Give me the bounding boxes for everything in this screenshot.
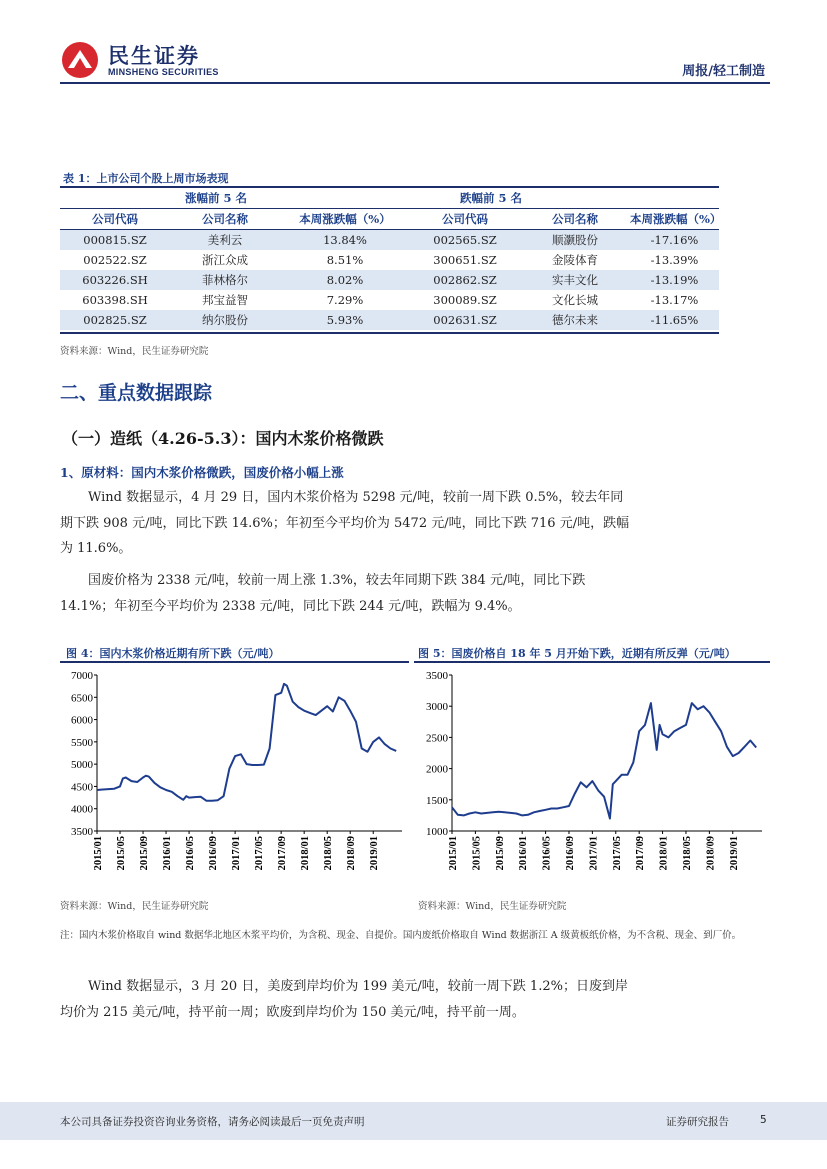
x-tick-label: 2018/05 (681, 836, 693, 871)
cell: 13.84% (280, 230, 410, 251)
cell: 纳尔股份 (170, 310, 280, 330)
cell: 002825.SZ (60, 310, 170, 330)
logo-english: MINSHENG SECURITIES (108, 67, 219, 77)
x-tick-label: 2016/09 (564, 836, 576, 871)
y-tick-label: 1000 (426, 826, 448, 838)
table-title: 表 1：上市公司个股上周市场表现 (63, 172, 229, 185)
x-tick-label: 2015/01 (448, 836, 459, 871)
x-tick-label: 2018/01 (300, 836, 312, 871)
cell: 顺灏股份 (520, 230, 630, 251)
cell: 5.93% (280, 310, 410, 330)
cell: 实丰文化 (520, 270, 630, 290)
x-tick-label: 2015/09 (139, 836, 151, 871)
footer-report-label: 证券研究报告 (666, 1116, 729, 1128)
cell: 002631.SZ (410, 310, 520, 330)
page-number: 5 (760, 1114, 767, 1126)
cell: 浙江众成 (202, 253, 248, 267)
group-losers: 跌幅前 5 名 (410, 188, 719, 209)
fig5-source: 资料来源：Wind，民生证券研究院 (418, 901, 567, 912)
y-tick-label: 3500 (71, 826, 93, 838)
x-tick-label: 2018/05 (323, 836, 335, 871)
table-row (60, 250, 719, 270)
col-header: 本周涨跌幅（%） (280, 209, 410, 230)
y-tick-label: 6000 (71, 714, 93, 727)
y-tick-label: 2500 (426, 732, 448, 745)
x-tick-label: 2017/01 (588, 836, 600, 871)
cell: -13.19% (630, 270, 719, 290)
table-source: 资料来源：Wind，民生证券研究院 (60, 346, 209, 357)
cell: 002522.SZ (83, 253, 147, 267)
cell: 300651.SZ (433, 253, 497, 267)
fig4-source: 资料来源：Wind，民生证券研究院 (60, 901, 209, 912)
x-tick-label: 2015/05 (116, 836, 128, 871)
x-tick-label: 2018/09 (705, 836, 717, 871)
data-note: 注：国内木浆价格取自 wind 数据华北地区木浆平均价，为含税、现金、自提价。国内废纸价格取自 Wind 数据浙江 A 级黄板纸价格，为不含税、现金、到厂价。 (60, 930, 742, 941)
cell: 邦宝益智 (202, 293, 248, 307)
x-tick-label: 2016/09 (208, 836, 220, 871)
col-header: 公司代码 (60, 209, 170, 230)
col-header: 公司名称 (520, 209, 630, 230)
cell: 002862.SZ (410, 270, 520, 290)
cell: 002565.SZ (410, 230, 520, 251)
x-tick-label: 2018/09 (346, 836, 358, 871)
x-tick-label: 2017/09 (277, 836, 289, 871)
table-row (60, 270, 719, 290)
fig5-title: 图 5：国废价格自 18 年 5 月开始下跌，近期有所反弹（元/吨） (418, 647, 736, 660)
cell: 德尔未来 (520, 310, 630, 330)
series-line (97, 684, 396, 801)
y-tick-label: 3000 (426, 701, 448, 714)
col-header: 本周涨跌幅（%） (630, 209, 719, 230)
table-row (60, 290, 719, 310)
report-type: 周报/轻工制造 (682, 64, 765, 79)
logo-chinese: 民生证券 (108, 44, 200, 68)
x-tick-label: 2016/05 (541, 836, 553, 871)
table-group-row (60, 188, 719, 209)
x-tick-label: 2016/01 (162, 836, 174, 871)
table-header-row (60, 209, 719, 230)
y-tick-label: 5500 (71, 736, 93, 749)
x-tick-label: 2016/05 (185, 836, 197, 871)
table-row (60, 310, 719, 330)
paragraph-imported-waste: Wind 数据显示，3 月 20 日，美废到岸均价为 199 美元/吨，较前一周下跌 1.2%；日废到岸均价为 215 美元/吨，持平前一周；欧废到岸均价为 150 美元/吨，持平前一周。 (60, 979, 628, 1020)
table-bottom-rule (60, 332, 719, 334)
cell: 美利云 (170, 230, 280, 251)
x-tick-label: 2018/01 (658, 836, 670, 871)
x-tick-label: 2017/05 (611, 836, 623, 871)
cell: 603226.SH (60, 270, 170, 290)
y-tick-label: 4000 (71, 803, 93, 816)
section-heading: 二、重点数据跟踪 (60, 382, 213, 404)
fig5-rule (414, 661, 770, 663)
cell: -13.17% (650, 293, 699, 307)
cell: 金陵体育 (552, 253, 598, 267)
fig4-rule (60, 661, 409, 663)
x-tick-label: 2019/01 (369, 836, 381, 871)
fig4-title: 图 4：国内木浆价格近期有所下跌（元/吨） (66, 647, 280, 660)
cell: 300089.SZ (433, 293, 497, 307)
x-tick-label: 2016/01 (518, 836, 530, 871)
y-tick-label: 1500 (426, 794, 448, 807)
subsection-heading: （一）造纸（4.26-5.3）：国内木浆价格微跌 (62, 429, 384, 448)
x-tick-label: 2015/01 (93, 836, 104, 871)
paragraph-pulp: Wind 数据显示，4 月 29 日，国内木浆价格为 5298 元/吨，较前一周下跌 0.5%，较去年同期下跌 908 元/吨，同比下跌 14.6%；年初至今平均价为 5472 元/吨，同比下跌 716 元/吨，跌幅为 11.6%。 (60, 490, 630, 556)
stock-performance-table (60, 188, 722, 330)
footer-disclaimer: 本公司具备证券投资咨询业务资格，请务必阅读最后一页免责声明 (60, 1116, 365, 1128)
cell: -11.65% (630, 310, 719, 330)
y-tick-label: 4500 (71, 781, 93, 794)
x-tick-label: 2015/09 (494, 836, 506, 871)
cell: 603398.SH (82, 293, 148, 307)
series-line (452, 703, 756, 818)
waste-paper-price-chart (414, 665, 770, 890)
table-row (60, 230, 719, 251)
x-tick-label: 2015/05 (471, 836, 483, 871)
cell: 8.51% (326, 253, 364, 267)
y-tick-label: 6500 (71, 692, 93, 705)
y-tick-label: 2000 (426, 763, 448, 776)
cell: 菲林格尔 (170, 270, 280, 290)
x-tick-label: 2017/05 (254, 836, 266, 871)
y-tick-label: 5000 (71, 759, 93, 772)
col-header: 公司代码 (410, 209, 520, 230)
topic-heading: 1、原材料：国内木浆价格微跌，国废价格小幅上涨 (60, 465, 344, 480)
x-tick-label: 2017/09 (635, 836, 647, 871)
y-tick-label: 3500 (426, 670, 448, 682)
y-tick-label: 7000 (71, 670, 93, 682)
paragraph-waste-paper: 国废价格为 2338 元/吨，较前一周上涨 1.3%，较去年同期下跌 384 元/吨，同比下跌 14.1%；年初至今平均价为 2338 元/吨，同比下跌 244 元/吨，跌幅为 9.4%。 (60, 573, 586, 614)
x-tick-label: 2019/01 (728, 836, 740, 871)
pulp-price-chart (60, 665, 410, 890)
group-gainers: 涨幅前 5 名 (60, 188, 410, 209)
cell: 文化长城 (552, 293, 598, 307)
col-header: 公司名称 (170, 209, 280, 230)
minsheng-logo-icon (60, 40, 104, 80)
header-divider (60, 82, 770, 84)
cell: -13.39% (650, 253, 699, 267)
cell: 7.29% (326, 293, 364, 307)
x-tick-label: 2017/01 (231, 836, 243, 871)
cell: -17.16% (630, 230, 719, 251)
cell: 000815.SZ (60, 230, 170, 251)
cell: 8.02% (280, 270, 410, 290)
